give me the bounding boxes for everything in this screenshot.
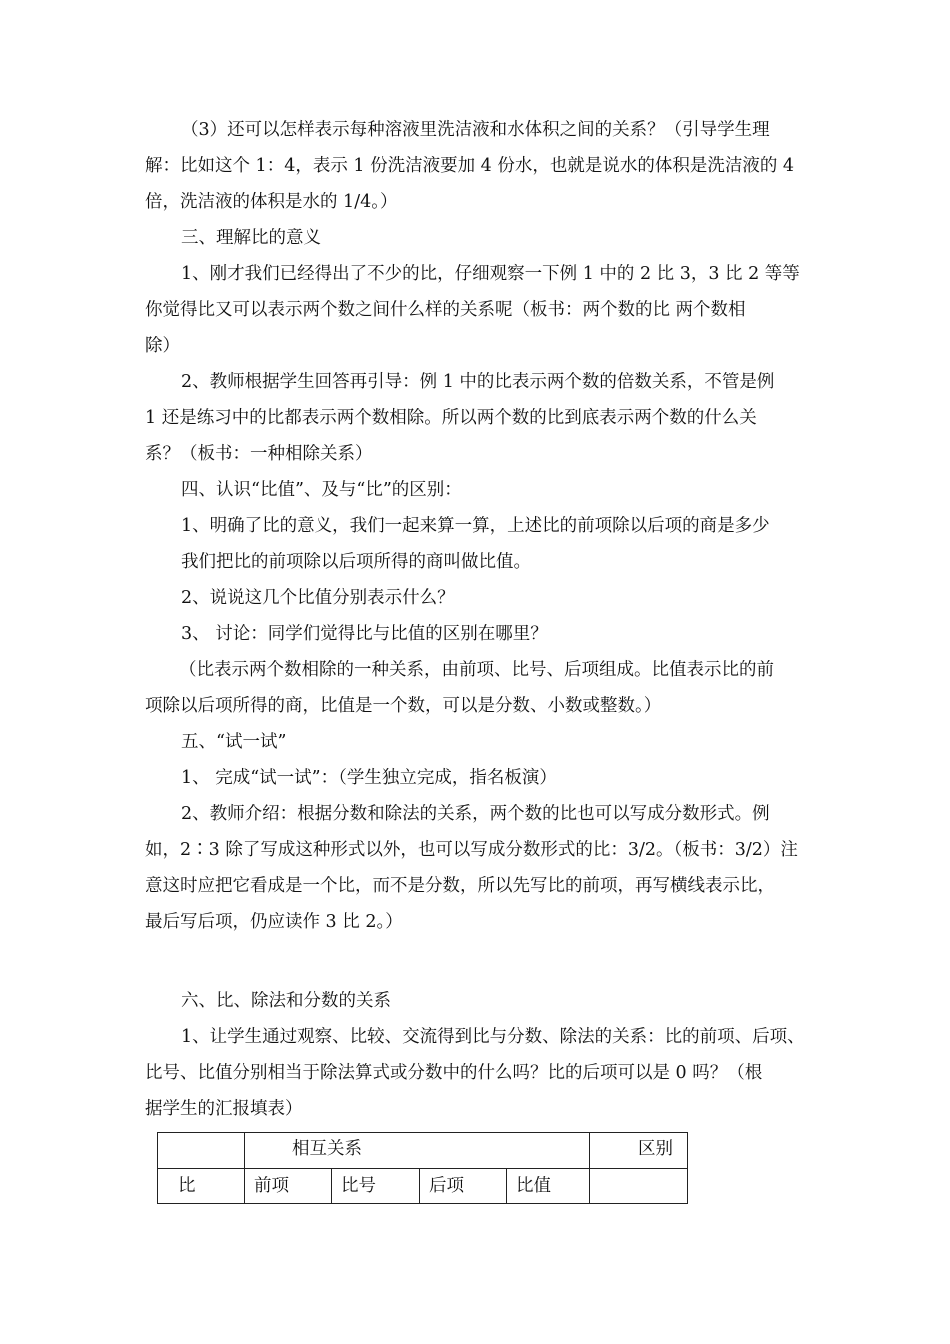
paragraph-line: 1、让学生通过观察、比较、交流得到比与分数、除法的关系：比的前项、后项、 [181, 1027, 805, 1047]
paragraph-line: 项除以后项所得的商，比值是一个数，可以是分数、小数或整数。） [145, 696, 662, 716]
table-cell: 前项 [254, 1176, 289, 1196]
section-heading: 五、“试一试” [181, 732, 287, 752]
paragraph-line: 1、明确了比的意义，我们一起来算一算，上述比的前项除以后项的商是多少 [181, 516, 770, 536]
paragraph-line: 意这时应把它看成是一个比，而不是分数，所以先写比的前项，再写横线表示比， [145, 876, 775, 896]
paragraph-line: 2、说说这几个比值分别表示什么？ [181, 588, 455, 608]
paragraph-line: （3）还可以怎样表示每种溶液里洗洁液和水体积之间的关系？（引导学生理 [181, 120, 770, 140]
section-heading: 六、比、除法和分数的关系 [181, 991, 391, 1011]
paragraph-line: 2、教师介绍：根据分数和除法的关系，两个数的比也可以写成分数形式。例 [181, 804, 770, 824]
table-header-difference: 区别 [638, 1139, 673, 1159]
paragraph-line: 1、 完成“试一试”：（学生独立完成，指名板演） [181, 768, 557, 788]
paragraph-line: 2、教师根据学生回答再引导：例 1 中的比表示两个数的倍数关系，不管是例 [181, 372, 775, 392]
table-divider [506, 1168, 507, 1203]
table-cell: 比值 [516, 1176, 551, 1196]
paragraph-line: 倍，洗洁液的体积是水的 1/4。） [145, 192, 398, 212]
paragraph-line: 你觉得比又可以表示两个数之间什么样的关系呢（板书：两个数的比 两个数相 [145, 300, 746, 320]
paragraph-line: 如，2∶3 除了写成这种形式以外，也可以写成分数形式的比：3/2。（板书：3/2）注 [145, 840, 798, 860]
paragraph-line: 3、 讨论：同学们觉得比与比值的区别在哪里？ [181, 624, 548, 644]
paragraph-line: 1 还是练习中的比都表示两个数相除。所以两个数的比到底表示两个数的什么关 [145, 408, 757, 428]
paragraph-line: 比号、比值分别相当于除法算式或分数中的什么吗？比的后项可以是 0 吗？（根 [145, 1063, 763, 1083]
paragraph-line: 解：比如这个 1：4，表示 1 份洗洁液要加 4 份水，也就是说水的体积是洗洁液的 4 [145, 156, 795, 176]
table-cell: 比号 [341, 1176, 376, 1196]
paragraph-line: 最后写后项，仍应读作 3 比 2。） [145, 912, 403, 932]
paragraph-line: 除） [145, 336, 180, 356]
section-heading: 三、理解比的意义 [181, 228, 321, 248]
paragraph-line: 1、刚才我们已经得出了不少的比，仔细观察一下例 1 中的 2 比 3，3 比 2 等等 [181, 264, 800, 284]
table-divider [331, 1168, 332, 1203]
table-divider [419, 1168, 420, 1203]
paragraph-line: 系？（板书：一种相除关系） [145, 444, 373, 464]
table-header-relation: 相互关系 [292, 1139, 362, 1159]
paragraph-line: （比表示两个数相除的一种关系，由前项、比号、后项组成。比值表示比的前 [179, 660, 774, 680]
section-heading: 四、认识“比值”、及与“比”的区别： [181, 480, 462, 500]
relation-table [157, 1132, 688, 1204]
paragraph-line: 据学生的汇报填表） [145, 1099, 303, 1119]
table-cell: 后项 [429, 1176, 464, 1196]
table-row-label: 比 [178, 1176, 196, 1196]
paragraph-line: 我们把比的前项除以后项所得的商叫做比值。 [181, 552, 531, 572]
table-row-divider [158, 1168, 687, 1169]
